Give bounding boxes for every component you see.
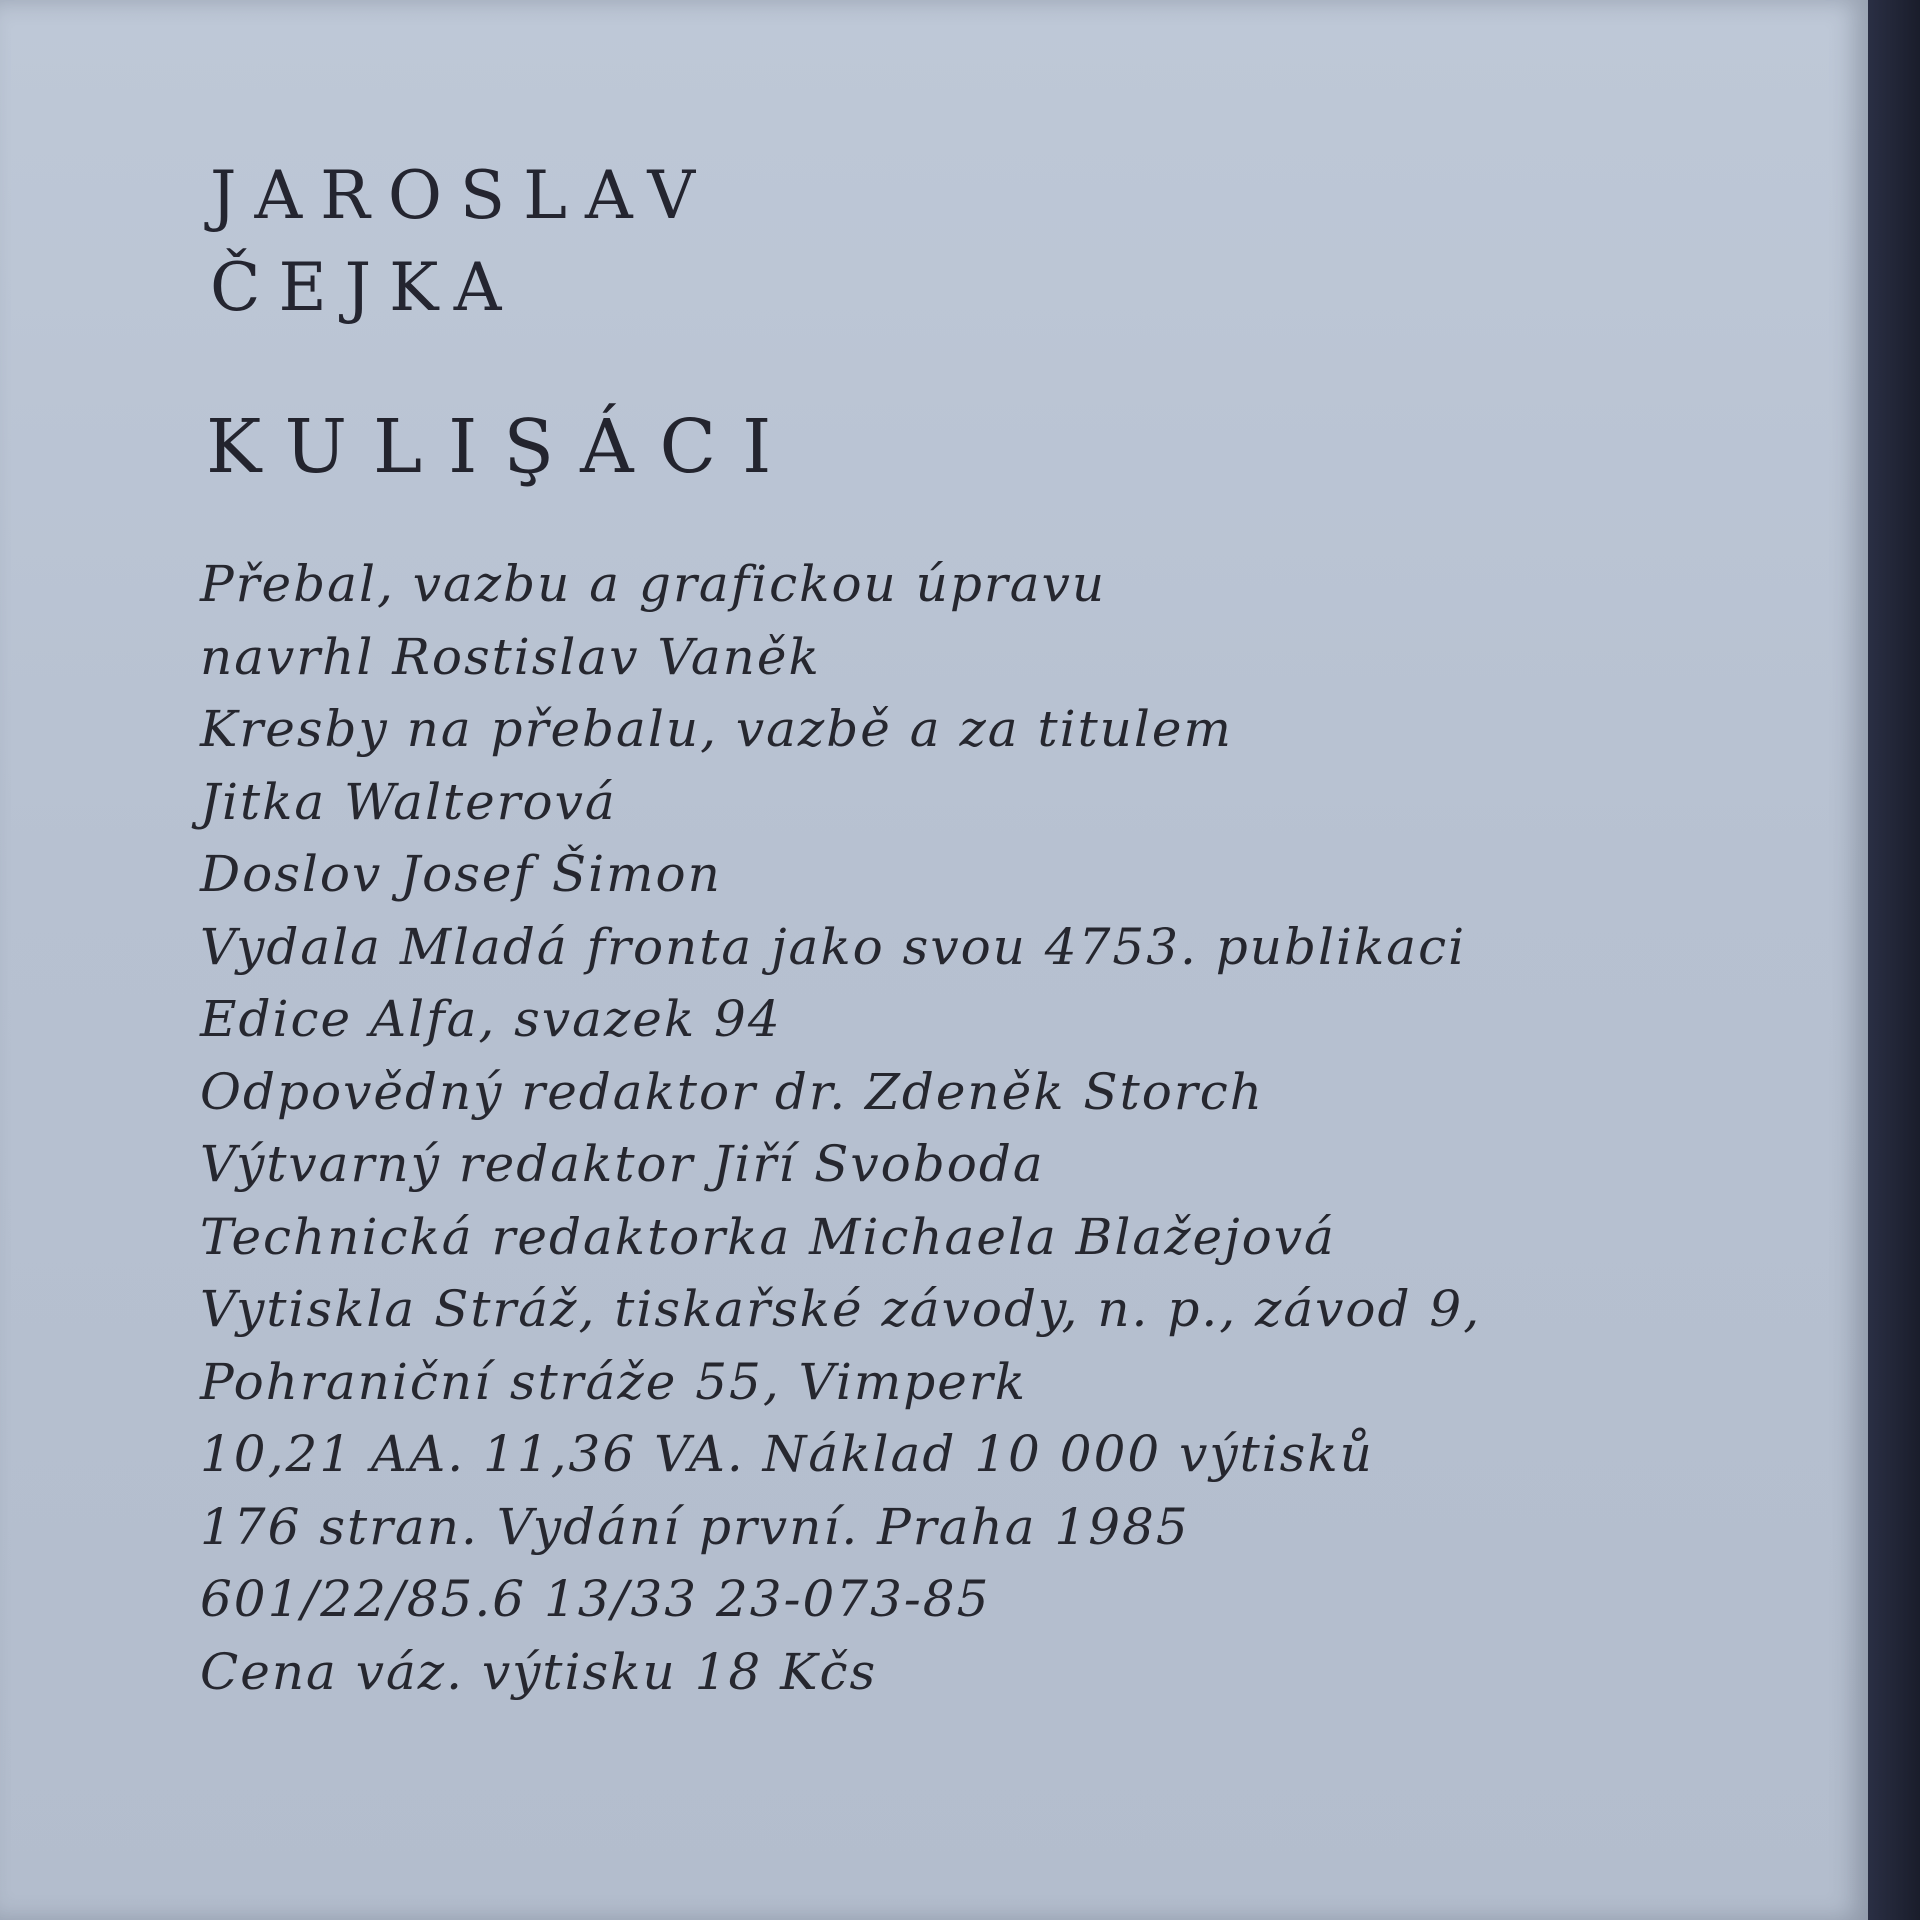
imprint-line: Vytiskla Stráž, tiskařské závody, n. p., závod 9,: [200, 1280, 1482, 1338]
imprint-line: 10,21 AA. 11,36 VA. Náklad 10 000 výtisků: [200, 1425, 1374, 1483]
imprint-line: Jitka Walterová: [200, 772, 617, 831]
author-last-name: ČEJKA: [210, 249, 520, 326]
imprint-line: navrhl Rostislav Vaněk: [200, 627, 821, 686]
author-first-name: JAROSLAV: [210, 157, 714, 234]
imprint-line: Edice Alfa, svazek 94: [200, 990, 782, 1048]
imprint-line: 176 stran. Vydání první. Praha 1985: [200, 1497, 1190, 1556]
imprint-line: Doslov Josef Šimon: [200, 845, 722, 903]
imprint-line: Kresby na přebalu, vazbě a za titulem: [200, 700, 1233, 758]
imprint-line: 601/22/85.6 13/33 23-073-85: [200, 1570, 991, 1628]
imprint-line: Přebal, vazbu a grafickou úpravu: [200, 555, 1107, 613]
imprint-line: Cena váz. výtisku 18 Kčs: [200, 1642, 878, 1701]
imprint-line: Výtvarný redaktor Jiří Svoboda: [200, 1135, 1045, 1193]
imprint-block: [200, 548, 1760, 1708]
book-spine-edge: [1868, 0, 1920, 1920]
imprint-line: Odpovědný redaktor dr. Zdeněk Storch: [200, 1062, 1264, 1121]
author-name: [210, 150, 713, 334]
book-title: KULIŞÁCI: [206, 404, 798, 490]
imprint-line: Pohraniční stráže 55, Vimperk: [200, 1352, 1028, 1411]
imprint-line: Vydala Mladá fronta jako svou 4753. publikaci: [200, 917, 1467, 976]
imprint-line: Technická redaktorka Michaela Blažejová: [200, 1207, 1336, 1266]
